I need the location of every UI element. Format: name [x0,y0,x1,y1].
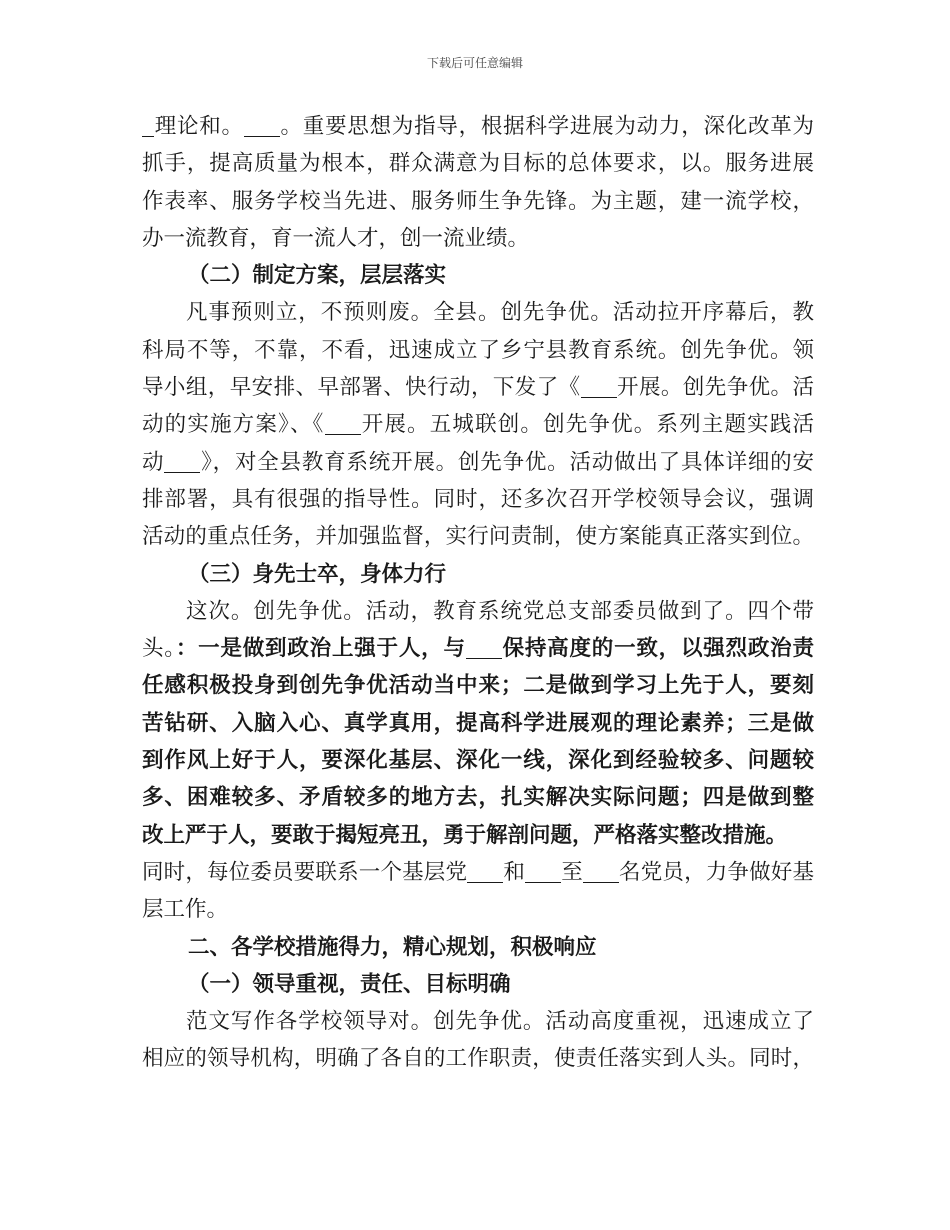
blank-underline [142,110,154,137]
subheading: （二）制定方案，层层落实 [188,263,447,289]
document-body [142,108,814,1078]
blank-underline [325,408,361,435]
paragraph-line: 理论和。 。重要思想为指导，根据科学进展为动力，深化改革为 [142,108,814,145]
paragraph-line: 头。：一是做到政治上强于人，与 保持高度的一致，以强烈政治责 [142,630,814,667]
paragraph-line: 相应的领导机构，明确了各自的工作职责，使责任落实到人头。同时， [142,1046,814,1072]
page-header-note: 下载后可任意编辑 [426,56,523,70]
paragraph-line: 苦钻研、入脑入心、真学真用，提高科学进展观的理论素养；三是做 [142,710,814,736]
paragraph-line: 多、困难较多、矛盾较多的地方去，扎实解决实际问题；四是做到整 [142,785,814,811]
paragraph-line: 科局不等，不靠，不看，迅速成立了乡宁县教育系统。创先争优。领 [142,337,814,363]
paragraph-line: 办一流教育，育一流人才，创一流业绩。 [142,225,530,251]
paragraph-line: 这次。创先争优。活动，教育系统党总支部委员做到了。四个带 [186,598,814,624]
subheading: （一）领导重视，责任、目标明确 [188,971,511,997]
paragraph-line: 任感积极投身到创先争优活动当中来；二是做到学习上先于人，要刻 [142,673,814,699]
subheading: （三）身先士卒，身体力行 [188,561,447,587]
section-heading: 二、各学校措施得力，精心规划，积极响应 [188,934,597,960]
blank-underline [581,371,617,398]
paragraph-line: 改上严于人，要敢于揭短亮丑，勇于解剖问题，严格落实整改措施。 [142,822,788,848]
blank-underline [244,110,280,137]
paragraph-line: 导小组，早安排、早部署、快行动，下发了《 开展。创先争优。活 [142,369,814,406]
paragraph-line: 到作风上好于人，要深化基层、深化一线，深化到经验较多、问题较 [142,748,814,774]
blank-underline [466,632,502,659]
blank-underline [583,856,619,883]
paragraph-line: 动的实施方案》、《 开展。五城联创。创先争优。系列主题实践活 [142,406,814,443]
paragraph-line: 动 》，对全县教育系统开展。创先争优。活动做出了具体详细的安 [142,444,814,481]
paragraph-line: 凡事预则立，不预则废。全县。创先争优。活动拉开序幕后，教 [186,300,814,326]
paragraph-line: 范文写作各学校领导对。创先争优。活动高度重视，迅速成立了 [186,1009,814,1035]
paragraph-line: 排部署，具有很强的指导性。同时，还多次召开学校领导会议，强调 [142,486,814,512]
blank-underline [467,856,503,883]
paragraph-line: 抓手，提高质量为根本，群众满意为目标的总体要求，以。服务进展 [142,151,814,177]
paragraph-line: 层工作。 [142,897,229,923]
blank-underline [164,446,200,473]
paragraph-line: 作表率、服务学校当先进、服务师生争先锋。为主题，建一流学校， [142,188,814,214]
paragraph-line: 活动的重点任务，并加强监督，实行问责制，使方案能真正落实到位。 [142,524,814,550]
paragraph-line: 同时，每位委员要联系一个基层党 和 至 名党员，力争做好基 [142,854,814,891]
blank-underline [525,856,561,883]
